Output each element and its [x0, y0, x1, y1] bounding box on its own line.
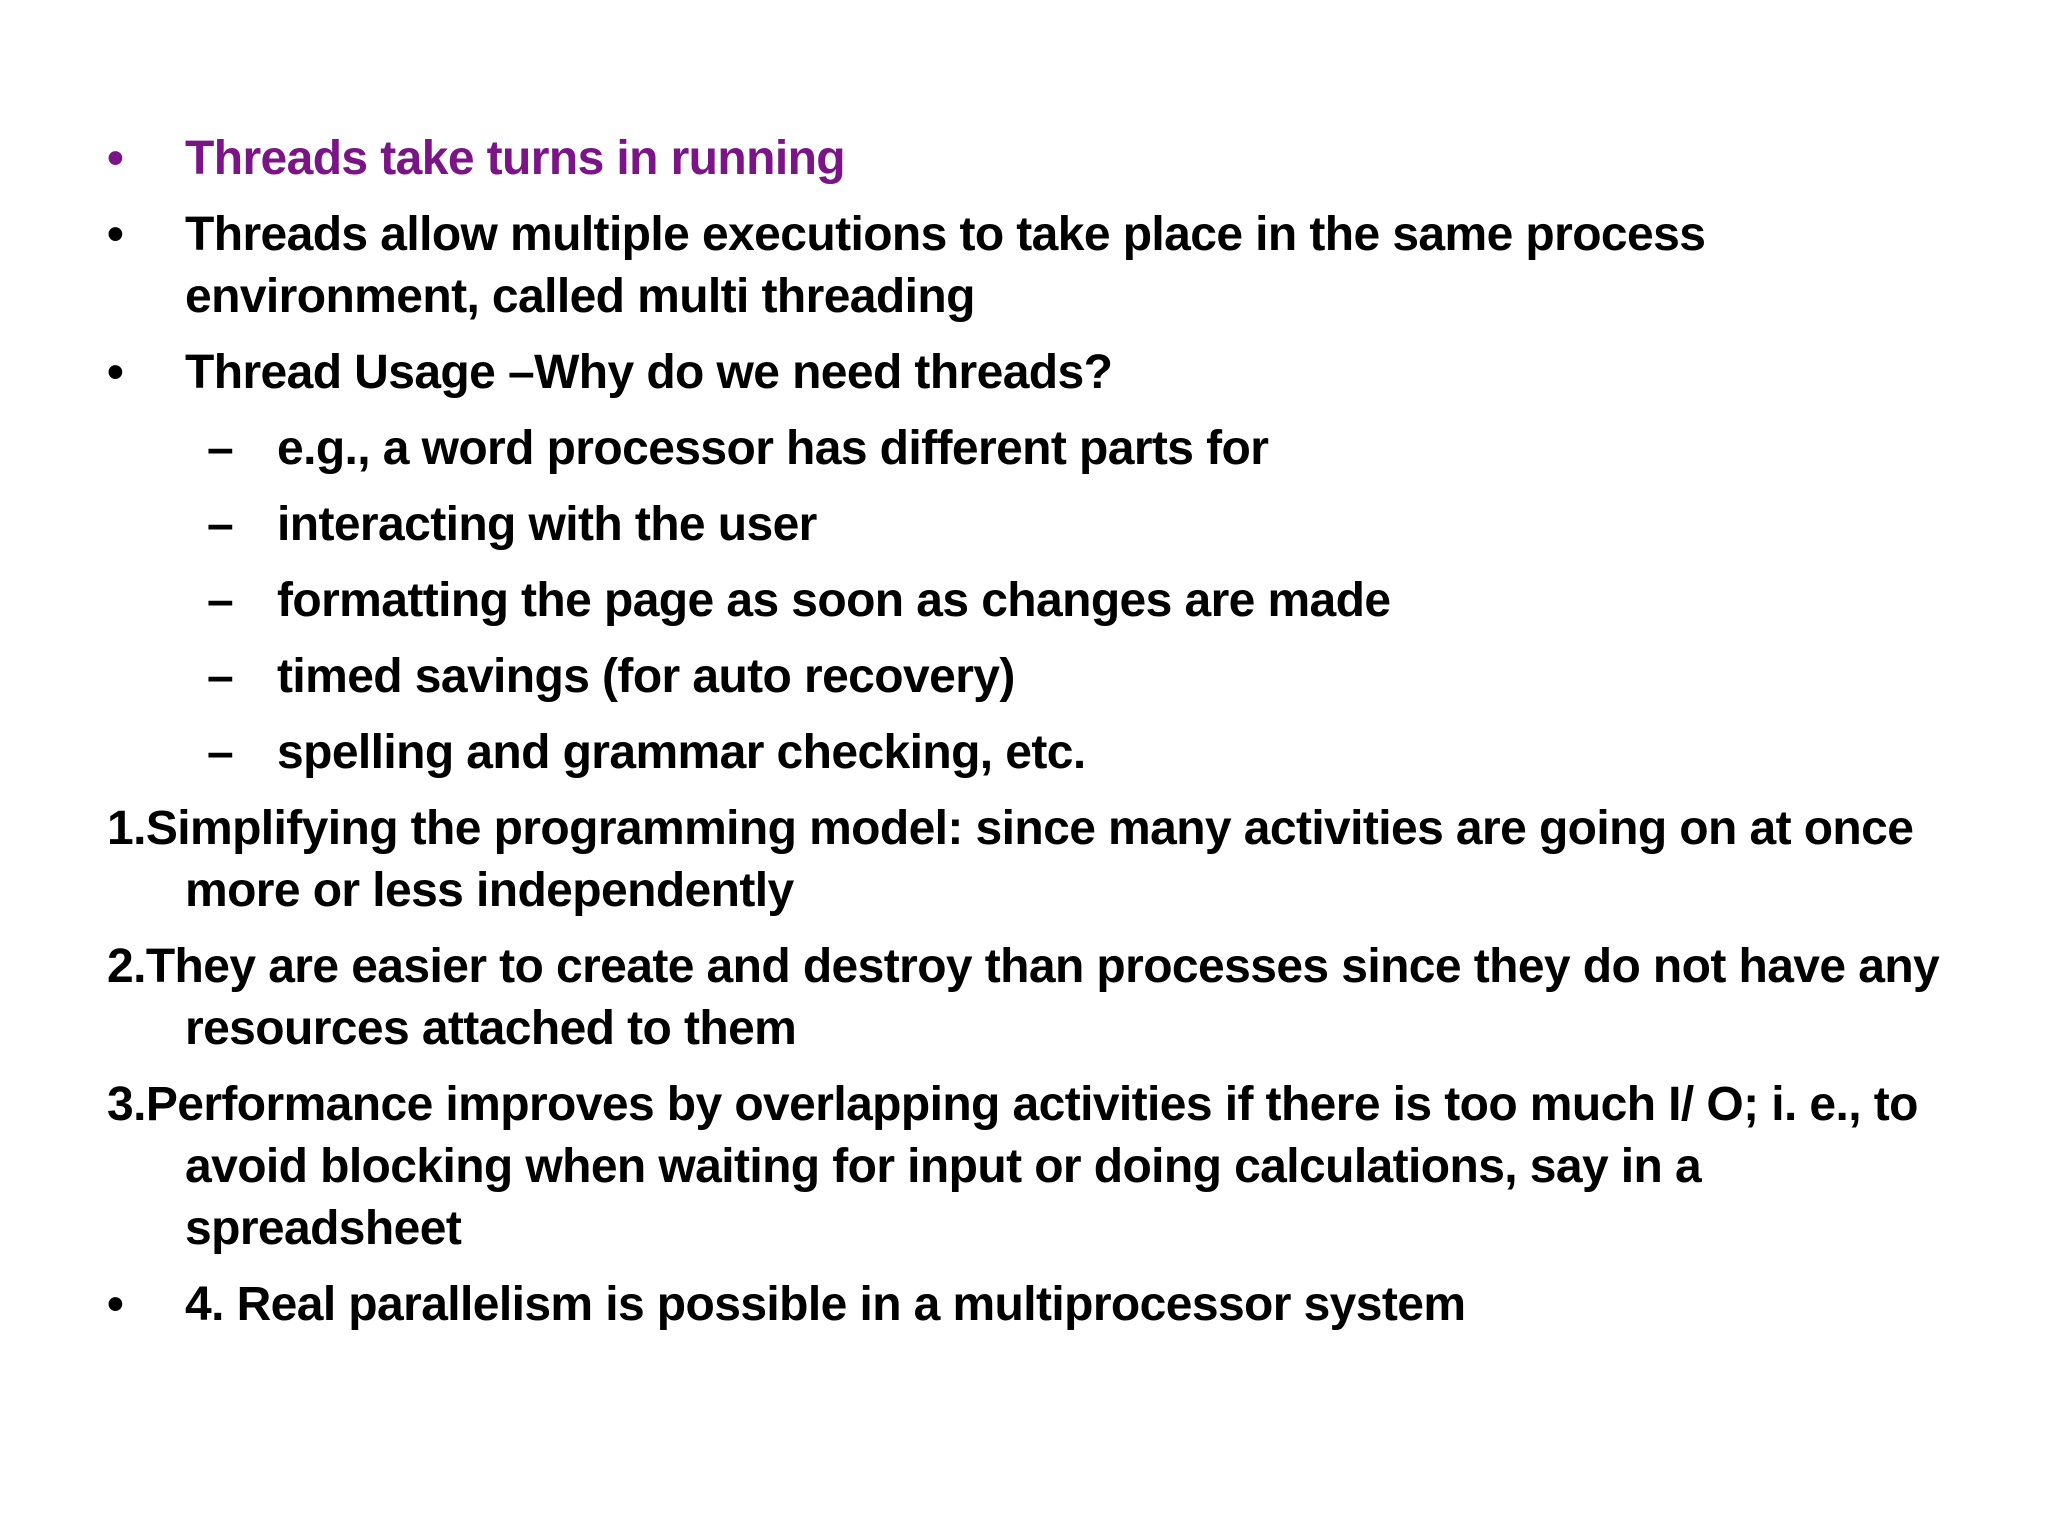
- slide-content: [107, 128, 1987, 1336]
- dash-marker: –: [207, 574, 234, 627]
- numbered-item: 3.Performance improves by overlapping activities if there is too much I/ O; i. e., to avoid blocking when waiting for input or doing calculations, say in a spreadsheet: [107, 1078, 1918, 1255]
- bullet-marker: •: [107, 132, 124, 185]
- bullet-marker: •: [107, 346, 124, 399]
- dash-marker: –: [207, 498, 234, 551]
- numbered-item: 2.They are easier to create and destroy than processes since they do not have any resources attached to them: [107, 940, 1940, 1055]
- bullet-marker: •: [107, 1278, 124, 1331]
- bullet-marker: •: [107, 208, 124, 261]
- dash-marker: –: [207, 726, 234, 779]
- sub-bullet-text: spelling and grammar checking, etc.: [277, 726, 1086, 779]
- sub-bullet-text: timed savings (for auto recovery): [277, 650, 1015, 703]
- bullet-item: [107, 342, 1987, 404]
- sub-bullet-text: interacting with the user: [277, 498, 817, 551]
- bullet-item: [107, 204, 1987, 328]
- bullet-text: Threads allow multiple executions to take place in the same process environment, called multi threading: [185, 208, 1706, 323]
- bullet-item: [107, 1274, 1987, 1336]
- bullet-text: Threads take turns in running: [185, 132, 846, 185]
- bullet-text: 4. Real parallelism is possible in a multiprocessor system: [185, 1278, 1466, 1331]
- dash-marker: –: [207, 650, 234, 703]
- sub-bullet-item: [107, 494, 1987, 556]
- bullet-text: Thread Usage –Why do we need threads?: [185, 346, 1113, 399]
- sub-bullet-text: formatting the page as soon as changes are made: [277, 574, 1391, 627]
- sub-bullet-item: [107, 722, 1987, 784]
- dash-marker: –: [207, 422, 234, 475]
- numbered-item: 1.Simplifying the programming model: since many activities are going on at once more or less independently: [107, 802, 1914, 917]
- bullet-item: [107, 128, 1987, 190]
- sub-bullet-item: [107, 646, 1987, 708]
- sub-bullet-text: e.g., a word processor has different parts for: [277, 422, 1269, 475]
- sub-bullet-item: [107, 570, 1987, 632]
- sub-bullet-item: [107, 418, 1987, 480]
